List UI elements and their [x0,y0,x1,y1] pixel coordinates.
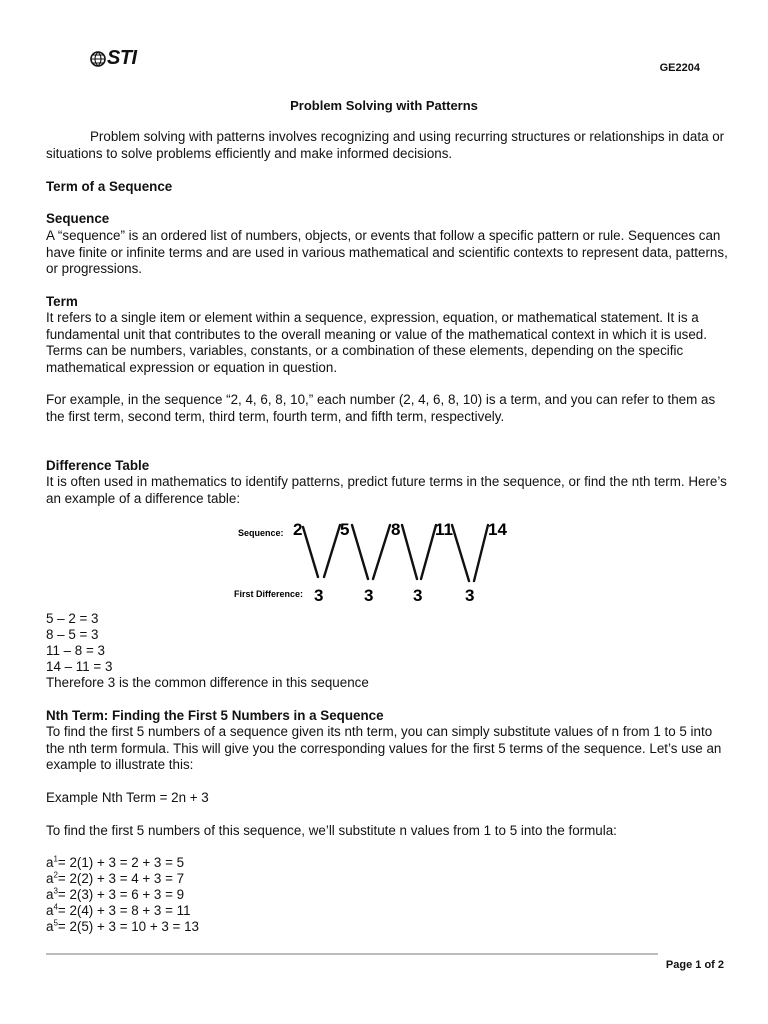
difference-value: 3 [314,586,324,605]
globe-logo-icon [90,51,106,67]
calculation-line: 11 – 8 = 3 [46,643,105,658]
course-code: GE2204 [659,62,700,74]
term-heading: Term [46,294,78,309]
nth-term-step: $a^5= 2(5) + 3 = 10 + 3 = 13$ [46,918,199,934]
nth-term-body: To find the first 5 numbers of a sequence given its nth term, you can simply substitute values of n from 1 to 5 into the nth term formula. This will give you the corresponding values for the first 5 terms of the sequence. Let’s use an example to illustrate this: [46,724,722,772]
term-body: It refers to a single item or element within a sequence, expression, equation, or mathematical statement. It is a fundamental unit that contributes to the overall meaning or value of the mathematical context in which it is used. Terms can be numbers, variables, constants, or a combination of these elements, depending on the specific mathematical expression or equation in question. [46,310,707,375]
difference-value: 3 [364,586,374,605]
page-number: Page 1 of 2 [665,959,724,971]
first-difference-label: First Difference: [234,589,304,599]
logo-text: STI [107,47,137,69]
nth-term-instruction: To find the first 5 numbers of this sequence, we’ll substitute n values from 1 to 5 into the formula: [46,823,617,838]
footer-divider [46,953,658,955]
nth-term-step: $a^3= 2(3) + 3 = 6 + 3 = 9$ [46,886,185,902]
sequence-value: 5 [340,520,350,539]
sti-logo [90,47,137,70]
nth-term-step: $a^2= 2(2) + 3 = 4 + 3 = 7$ [46,870,185,886]
nth-term-heading: Nth Term: Finding the First 5 Numbers in a Sequence [46,708,384,723]
calculation-line: 8 – 5 = 3 [46,627,99,642]
sequence-value: 14 [488,520,507,539]
page-title: Problem Solving with Patterns [290,98,478,113]
nth-term-example: Example Nth Term = 2n + 3 [46,790,209,805]
sequence-value: 2 [293,520,303,539]
difference-value: 3 [465,586,475,605]
nth-term-step: $a^1= 2(1) + 3 = 2 + 3 = 5$ [46,854,185,870]
sequence-value: 8 [391,520,401,539]
sequence-value: 11 [435,520,453,539]
nth-term-step: $a^4= 2(4) + 3 = 8 + 3 = 11$ [46,902,191,918]
difference-table-heading: Difference Table [46,458,150,473]
intro-paragraph: Problem solving with patterns involves recognizing and using recurring structures or relationships in data or situations to solve problems efficiently and make informed decisions. [46,129,725,161]
term-of-sequence-heading: Term of a Sequence [46,179,173,194]
sequence-body: A “sequence” is an ordered list of numbers, objects, or events that follow a specific pattern or rule. Sequences can have finite or infinite terms and are used in various mathematical and scientific contexts to represent data, patterns, or progressions. [46,228,728,276]
difference-value: 3 [413,586,423,605]
difference-conclusion: Therefore 3 is the common difference in this sequence [46,675,369,690]
sequence-label: Sequence: [238,528,284,538]
term-example: For example, in the sequence “2, 4, 6, 8, 10,” each number (2, 4, 6, 8, 10) is a term, and you can refer to them as the first term, second term, third term, fourth term, and fifth term, respectively. [46,392,716,424]
difference-table-body: It is often used in mathematics to identify patterns, predict future terms in the sequence, or find the nth term. Here’s an example of a difference table: [46,474,727,506]
calculation-line: 5 – 2 = 3 [46,611,99,626]
calculation-line: 14 – 11 = 3 [46,659,113,674]
sequence-heading: Sequence [46,211,110,226]
difference-table-diagram [230,513,520,608]
